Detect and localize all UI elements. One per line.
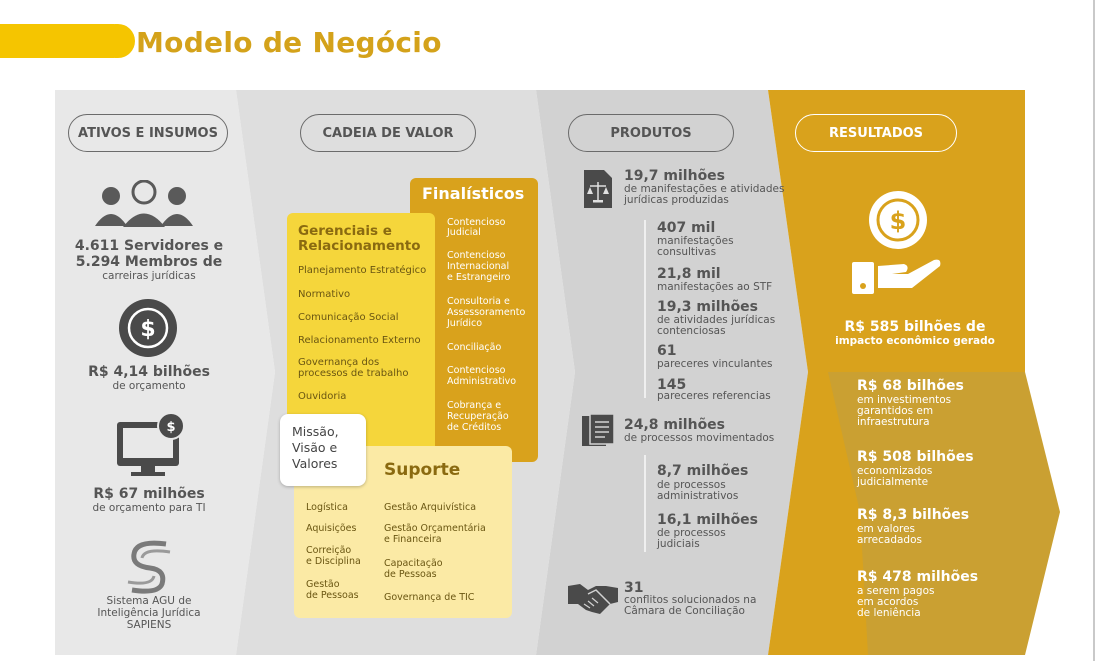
dollar-coin-icon bbox=[118, 298, 178, 358]
sub5-line1: pareceres referencias bbox=[657, 390, 771, 402]
p3-line1: conflitos solucionados na bbox=[624, 594, 757, 606]
suporte-item: e Disciplina bbox=[306, 556, 361, 567]
sapiens-line3: SAPIENS bbox=[126, 619, 172, 631]
finalisticos-item: Contencioso bbox=[447, 250, 506, 261]
sub7-value: 16,1 milhões bbox=[657, 512, 759, 528]
sub6-value: 8,7 milhões bbox=[657, 463, 749, 479]
r4-line1: a serem pagos bbox=[857, 585, 935, 597]
suporte-item: Capacitação bbox=[384, 558, 443, 569]
p3-line2: Câmara de Conciliação bbox=[624, 605, 745, 617]
main-result-value: R$ 585 bilhões de bbox=[844, 319, 986, 335]
ti-value: R$ 67 milhões bbox=[93, 486, 205, 502]
sub7-line2: judiciais bbox=[657, 538, 700, 550]
finalisticos-item: Assessoramento bbox=[447, 307, 526, 318]
finalisticos-item: Administrativo bbox=[447, 376, 517, 387]
sub6-line2: administrativos bbox=[657, 490, 739, 502]
carreiras: carreiras jurídicas bbox=[102, 270, 196, 282]
balance-document-icon bbox=[580, 168, 616, 210]
p1-value: 19,7 milhões bbox=[624, 168, 726, 184]
gerenciais-item: Comunicação Social bbox=[298, 312, 399, 323]
suporte-item: de Pessoas bbox=[384, 569, 437, 580]
suporte-item: Gestão Arquivística bbox=[384, 502, 477, 513]
finalisticos-item: Contencioso bbox=[447, 217, 506, 228]
sapiens-logo bbox=[126, 538, 172, 596]
suporte-item: e Financeira bbox=[384, 534, 442, 545]
finalisticos-title: Finalísticos bbox=[422, 184, 525, 203]
finalisticos-item: Cobrança e bbox=[447, 400, 502, 411]
column-ativos: ATIVOS E INSUMOS bbox=[68, 114, 228, 152]
sub4-line1: pareceres vinculantes bbox=[657, 358, 773, 370]
r2-line1: economizados bbox=[857, 465, 933, 477]
dollar-coin-hand-icon bbox=[848, 190, 944, 296]
suporte-item: Gestão Orçamentária bbox=[384, 523, 486, 534]
sub2-line1: manifestações ao STF bbox=[657, 281, 773, 293]
orcamento-label: de orçamento bbox=[112, 380, 186, 392]
gerenciais-item: Ouvidoria bbox=[298, 391, 347, 402]
r2-line2: judicialmente bbox=[857, 476, 929, 488]
r3-line1: em valores bbox=[857, 523, 916, 535]
p2-value: 24,8 milhões bbox=[624, 417, 726, 433]
r4-line2: em acordos bbox=[857, 596, 919, 608]
sub4-value: 61 bbox=[657, 343, 677, 359]
sub3-value: 19,3 milhões bbox=[657, 299, 759, 315]
finalisticos-item: Judicial bbox=[447, 227, 481, 238]
p3-value: 31 bbox=[624, 580, 644, 596]
svg-text:$: $ bbox=[889, 207, 907, 235]
suporte-item: Aquisições bbox=[306, 523, 357, 534]
r2-value: R$ 508 bilhões bbox=[857, 449, 974, 465]
sub2-value: 21,8 mil bbox=[657, 266, 721, 282]
finalisticos-item: e Estrangeiro bbox=[447, 272, 511, 283]
suporte-item: de Pessoas bbox=[306, 590, 359, 601]
gerenciais-item: Planejamento Estratégico bbox=[298, 265, 427, 276]
gerenciais-title-2: Relacionamento bbox=[298, 238, 421, 254]
r4-value: R$ 478 milhões bbox=[857, 569, 979, 585]
sub1-line2: consultivas bbox=[657, 246, 717, 258]
main-result-label: impacto econômico gerado bbox=[835, 335, 995, 347]
missao-line3: Valores bbox=[292, 456, 338, 471]
gerenciais-title-1: Gerenciais e bbox=[298, 223, 392, 239]
r1-line1: em investimentos bbox=[857, 394, 952, 406]
sub6-line1: de processos bbox=[657, 479, 726, 491]
svg-text:$: $ bbox=[140, 317, 156, 342]
sub7-line1: de processos bbox=[657, 527, 726, 539]
servidores: 4.611 Servidores e bbox=[74, 238, 224, 254]
handshake-icon bbox=[566, 580, 620, 616]
finalisticos-item: Contencioso bbox=[447, 365, 506, 376]
column-produtos: PRODUTOS bbox=[568, 114, 734, 152]
suporte-item: Correição bbox=[306, 545, 352, 556]
r3-line2: arrecadados bbox=[857, 534, 922, 546]
gerenciais-item: Relacionamento Externo bbox=[298, 335, 421, 346]
finalisticos-item: Conciliação bbox=[447, 342, 502, 353]
suporte-item: Gestão bbox=[306, 579, 340, 590]
gerenciais-item: Governança dos bbox=[298, 357, 380, 368]
sub3-line2: contenciosas bbox=[657, 325, 726, 337]
people-icon bbox=[95, 180, 193, 228]
r1-line2: garantidos em bbox=[857, 405, 934, 417]
ti-label: de orçamento para TI bbox=[92, 502, 206, 514]
missao-line2: Visão e bbox=[292, 440, 338, 455]
p1-line2: jurídicas produzidas bbox=[624, 194, 729, 206]
column-cadeia: CADEIA DE VALOR bbox=[300, 114, 476, 152]
gerenciais-item: Normativo bbox=[298, 289, 351, 300]
finalisticos-item: Jurídico bbox=[447, 318, 483, 329]
suporte-title: Suporte bbox=[384, 460, 461, 480]
finalisticos-item: Recuperação bbox=[447, 411, 509, 422]
p1-line1: de manifestações e atividades bbox=[624, 183, 785, 195]
page-title: Modelo de Negócio bbox=[136, 26, 442, 59]
gerenciais-item: processos de trabalho bbox=[298, 368, 409, 379]
finalisticos-item: Internacional bbox=[447, 261, 510, 272]
column-resultados: RESULTADOS bbox=[795, 114, 957, 152]
sapiens-line2: Inteligência Jurídica bbox=[97, 607, 201, 619]
r3-value: R$ 8,3 bilhões bbox=[857, 507, 970, 523]
orcamento-value: R$ 4,14 bilhões bbox=[88, 364, 210, 380]
p2-line1: de processos movimentados bbox=[624, 432, 775, 444]
membros: 5.294 Membros de bbox=[75, 254, 223, 270]
sub3-line1: de atividades jurídicas bbox=[657, 314, 776, 326]
sub1-value: 407 mil bbox=[657, 220, 716, 236]
sub5-value: 145 bbox=[657, 377, 687, 393]
computer-dollar-icon bbox=[115, 412, 187, 478]
sapiens-line1: Sistema AGU de bbox=[106, 595, 192, 607]
finalisticos-item: de Créditos bbox=[447, 422, 502, 433]
documents-icon bbox=[578, 412, 620, 450]
suporte-item: Governança de TIC bbox=[384, 592, 475, 603]
finalisticos-item: Consultoria e bbox=[447, 296, 510, 307]
r1-value: R$ 68 bilhões bbox=[857, 378, 964, 394]
sub1-line1: manifestações bbox=[657, 235, 734, 247]
missao-line1: Missão, bbox=[292, 424, 339, 439]
svg-text:$: $ bbox=[166, 420, 176, 435]
r4-line3: de leniência bbox=[857, 607, 921, 619]
r1-line3: infraestrutura bbox=[857, 416, 930, 428]
suporte-item: Logística bbox=[306, 502, 348, 513]
